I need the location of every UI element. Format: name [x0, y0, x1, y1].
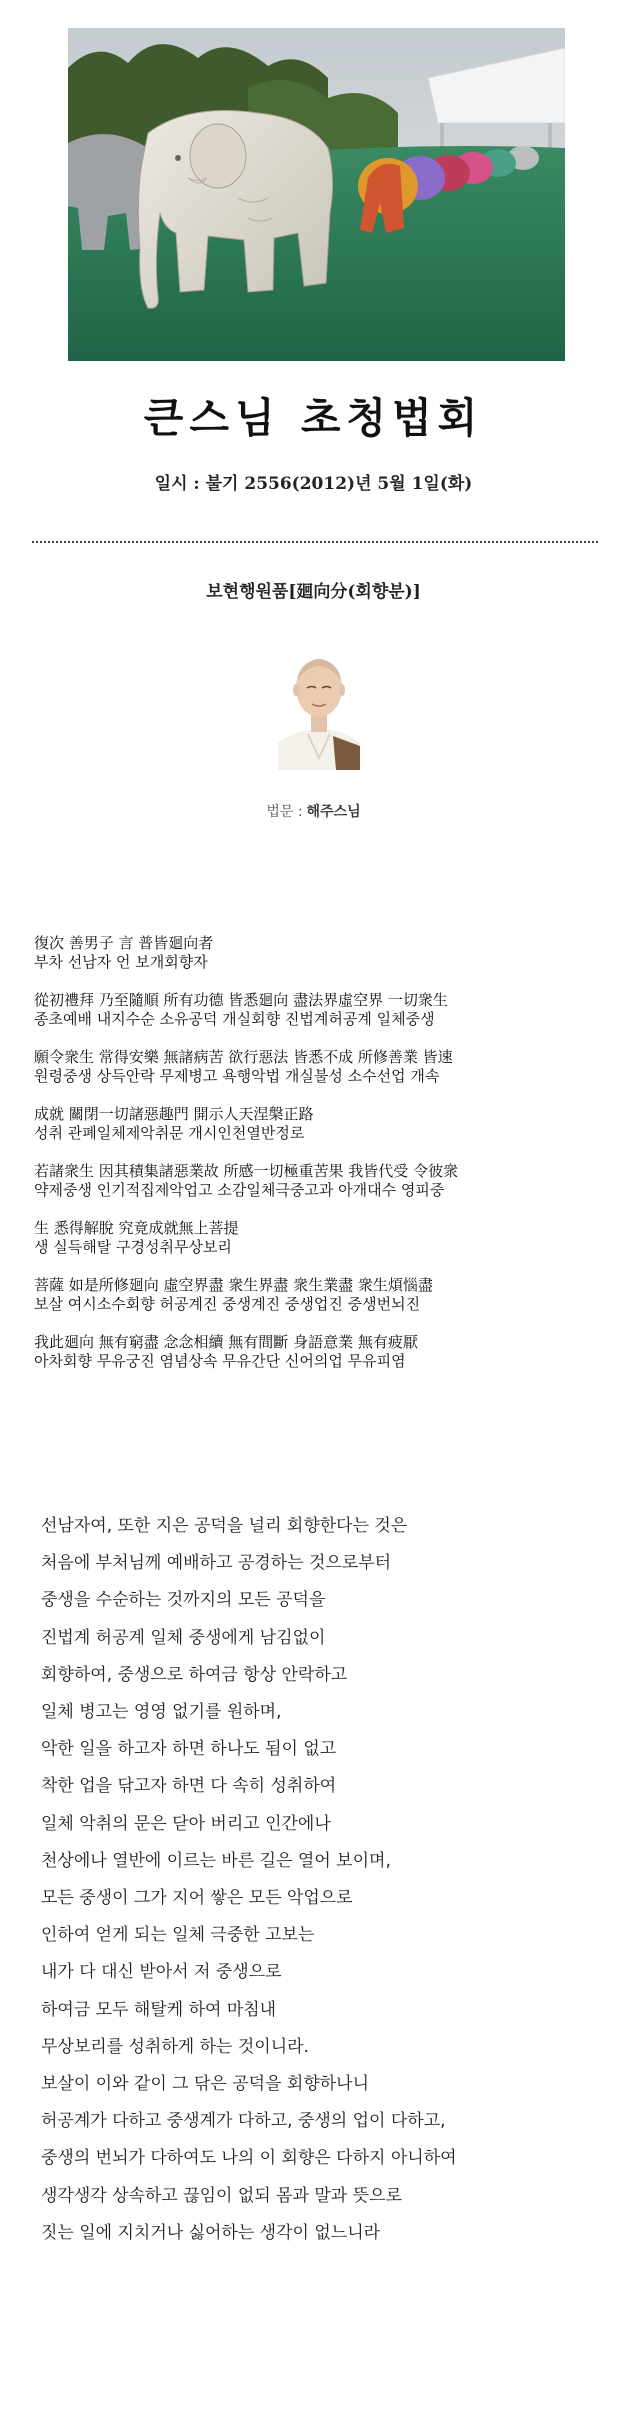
translation-line: 선남자여, 또한 지은 공덕을 널리 회향한다는 것은 — [41, 1516, 408, 1536]
sutra-text — [34, 934, 604, 1390]
sutra-verse — [34, 1276, 604, 1314]
translation-line: 보살이 이와 같이 그 닦은 공덕을 회향하나니 — [41, 2074, 370, 2095]
hanja-line: 成就 關閉一切諸惡趣門 開示人天涅槃正路 — [34, 1105, 314, 1123]
translation-line: 악한 일을 하고자 하면 하나도 됨이 없고 — [41, 1739, 337, 1760]
sutra-verse — [34, 991, 604, 1029]
translation-line: 모든 중생이 그가 지어 쌓은 모든 악업으로 — [41, 1888, 353, 1909]
translation-line: 일체 병고는 영영 없기를 원하며, — [41, 1702, 282, 1723]
sutra-verse — [34, 1219, 604, 1257]
translation-line: 인하여 얻게 되는 일체 극중한 고보는 — [41, 1925, 315, 1946]
hanja-line: 復次 善男子 言 普皆廻向者 — [34, 934, 214, 952]
hangul-line: 생 실득해탈 구경성취무상보리 — [34, 1238, 232, 1256]
portrait-image — [278, 648, 360, 770]
translation-line: 생각생각 상속하고 끊임이 없되 몸과 말과 뜻으로 — [41, 2185, 402, 2206]
sutra-verse — [34, 934, 604, 972]
hangul-line: 부차 선남자 언 보개회향자 — [34, 953, 208, 971]
translation-line: 일체 악취의 문은 닫아 버리고 인간에나 — [41, 1813, 331, 1834]
section-title: 보현행원품[廻向分(회향분)] — [206, 582, 421, 602]
translation-text — [41, 1508, 611, 2252]
sutra-verse — [34, 1105, 604, 1143]
sutra-verse — [34, 1333, 604, 1371]
hero-photo — [68, 28, 565, 361]
translation-line: 하여금 모두 해탈케 하여 마침내 — [41, 1999, 277, 2020]
hangul-line: 보살 여시소수회향 허공계진 중생계진 중생업진 중생번뇌진 — [34, 1295, 421, 1313]
hangul-line: 약제중생 인기적집제악업고 소감일체극중고과 아개대수 영피중 — [34, 1181, 445, 1199]
hanja-line: 生 悉得解脫 究竟成就無上菩提 — [34, 1219, 239, 1237]
translation-line: 무상보리를 성취하게 하는 것이니라. — [41, 2036, 309, 2057]
translation-line: 내가 다 대신 받아서 저 중생으로 — [41, 1962, 282, 1983]
elephant-statues-image — [68, 28, 565, 361]
hanja-line: 菩薩 如是所修廻向 虛空界盡 衆生界盡 衆生業盡 衆生煩惱盡 — [34, 1276, 433, 1294]
speaker-line — [0, 801, 627, 821]
hanja-line: 我此廻向 無有窮盡 念念相續 無有間斷 身語意業 無有疲厭 — [34, 1333, 418, 1351]
translation-line: 진법계 허공계 일체 중생에게 남김없이 — [41, 1627, 326, 1648]
translation-line: 중생의 번뇌가 다하여도 나의 이 회향은 다하지 아니하여 — [41, 2148, 457, 2169]
hangul-line: 성취 관폐일체제악취문 개시인천열반정로 — [34, 1124, 305, 1142]
translation-line: 처음에 부처님께 예배하고 공경하는 것으로부터 — [41, 1553, 392, 1574]
sutra-verse — [34, 1048, 604, 1086]
speaker-label: 법문 : — [266, 804, 303, 820]
translation-line: 회향하여, 중생으로 하여금 항상 안락하고 — [41, 1664, 348, 1685]
translation-line: 허공계가 다하고 중생계가 다하고, 중생의 업이 다하고, — [41, 2111, 446, 2132]
translation-line: 착한 업을 닦고자 하면 다 속히 성취하여 — [41, 1776, 337, 1797]
page-title: 큰스님 초청법회 — [143, 394, 484, 442]
hanja-line: 願令衆生 常得安樂 無諸病苦 欲行惡法 皆悉不成 所修善業 皆速 — [34, 1048, 453, 1066]
speaker-name: 해주스님 — [306, 804, 361, 820]
dotted-divider — [32, 541, 598, 543]
sutra-verse — [34, 1162, 604, 1200]
hangul-line: 아차회향 무유궁진 염념상속 무유간단 신어의업 무유피염 — [34, 1352, 406, 1370]
hanja-line: 若諸衆生 因其積集諸惡業故 所感一切極重苦果 我皆代受 令彼衆 — [34, 1162, 459, 1180]
hangul-line: 원령중생 상득안락 무제병고 욕행악법 개실불성 소수선업 개속 — [34, 1067, 440, 1085]
translation-line: 천상에나 열반에 이르는 바른 길은 열어 보이며, — [41, 1850, 391, 1871]
translation-line: 중생을 수순하는 것까지의 모든 공덕을 — [41, 1590, 326, 1611]
translation-line: 짓는 일에 지치거나 싫어하는 생각이 없느니라 — [41, 2222, 381, 2243]
monk-portrait — [278, 648, 360, 770]
event-date: 일시 : 불기 2556(2012)년 5월 1일(화) — [154, 474, 473, 494]
hangul-line: 종초예배 내지수순 소유공덕 개실회향 진법계허공계 일체중생 — [34, 1010, 435, 1028]
hanja-line: 從初禮拜 乃至隨順 所有功德 皆悉廻向 盡法界虛空界 一切衆生 — [34, 991, 448, 1009]
